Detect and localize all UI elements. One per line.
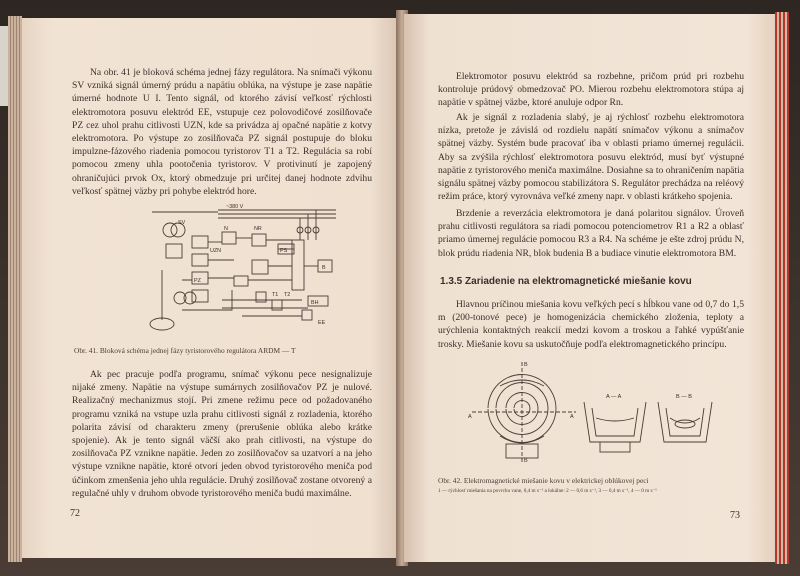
label-n: N [224,226,228,232]
label-t1: T1 [272,292,279,298]
left-page-number: 72 [70,508,80,519]
label-pz: PZ [194,278,201,284]
label-uzn: UZN [210,248,222,254]
figure-42-caption: Obr. 42. Elektromagnetické miešanie kovu v elektrickej oblúkovej peci [438,476,649,485]
fig42-label-b-bottom: B [524,458,528,464]
label-t2: T2 [284,292,291,298]
right-page-number: 73 [730,510,740,521]
fig42-label-b-top: B [524,362,528,368]
right-page-edges [775,12,789,564]
label-sv: SV [178,220,186,226]
figure-41-schematic [122,200,344,340]
figure-42-legend: 1 — rýchlosť miešania na povrchu vane, 0,4 m s⁻¹ a lokálne: 2 — 0,6 m s⁻¹, 3 — 0,4 m s⁻¹, 4 — 0 m s⁻¹ [438,488,657,494]
label-nr: NR [254,226,262,232]
left-paragraph-2-text: Ak pec pracuje podľa programu, snímač výkonu pece nesignalizuje nijaké zmeny. Napätie na výstupe sumárnych zosilňovačov PZ je nulové. Realizačný mechanizmus stojí. Pri zmene režimu pece od požadovaného programu vzniká na vstupe uzla prahu citlivosti signál z rozladenia, ktorého polarita závisí od charakteru zmeny (prerušenie oblúka alebo krátke spojenie). Ak je tento signál väčší ako prah citlivosti, na výstupe do zosilňovača PZ vznikne napätie. Jeden zo zosilňovačov sa uzatvorí a na jeho výstupe vznikne napätie, ktoré otvorí jeden obvod tyristorového meniča pod účinkom zmenšenia jeho uhla regulácie. Druhý zosilňovač zostane otvorený a regulačné uhly v druhom obvode tyristorového meniča budú maximálne. [72,369,372,499]
left-page [22,18,400,558]
fig42-section-aa: A — A [606,394,622,400]
right-paragraph-4 [438,298,744,351]
figure-41-caption: Obr. 41. Bloková schéma jednej fázy tyristorového regulátora ARDM — T [74,346,296,355]
figure-42-drawing [466,358,716,466]
label-voltage: ~380 V [226,204,244,210]
left-paragraph-1 [72,66,372,198]
label-bh: BH [311,300,319,306]
right-paragraph-1 [438,70,744,110]
right-paragraph-3-text: Brzdenie a reverzácia elektromotora je daná polaritou signálov. Úroveň prahu citlivosti regulátora sa riadi pomocou potenciometrov R1 a R2 a oblasť priamo úmernej regulácie pomocou R3 a R4. Na schéme je ešte zdroj prúdu N, blok prúdu riadenia NR, blok budenia B a budiace vinutie elektromotora BM. [438,208,744,259]
right-paragraph-2-text: Ak je signál z rozladenia slabý, je aj rýchlosť rozbehu elektromotora nízka, pretože je závislá od rozdielu napätí snímačov výkonu a snímačov spätnej väzby. Systém bude pracovať iba v oblasti priamo úmernej regulácii. Aby sa zvýšila rýchlosť elektromotora posuvu elektród, musí byť výstupné napätie z tyristorového meniča maximálne. Dosiahne sa to ohraničením napätia signálu spätnej väzby pomocou stabilizátora S. Regulátor prechádza na reléový režim práce, ktorý vyrovnáva veľké zmeny napr. v oblasti krátkeho spojenia. [438,112,744,203]
label-ee: EE [318,320,326,326]
right-paragraph-1-text: Elektromotor posuvu elektród sa rozbehne, pričom prúd pri rozbehu kontroluje prúdový obmedzovač PO. Mierou rozbehu elektromotora stúpa aj napätie v spätnej väzbe, ktoré anuluje odpor Rn. [438,71,744,109]
fig42-label-a-left: A [468,414,472,420]
right-paragraph-4-text: Hlavnou príčinou miešania kovu veľkých pecí s hĺbkou vane od 0,7 do 1,5 m (200-tonové pece) je homogenizácia chemického zloženia, teploty a urýchlenia kontaktných reakcií medzi kovom a troskou a ľahké vypúšťanie trosky. Miešanie kovu sa uskutočňuje podľa elektromagnetického princípu. [438,299,744,350]
left-page-edges [8,16,22,562]
fig42-label-a-right: A [570,414,574,420]
right-page [404,14,776,562]
left-paragraph-1-text: Na obr. 41 je bloková schéma jednej fázy regulátora. Na snímači výkonu SV vzniká signál úmerný prúdu a napätiu oblúka, na výstupe je zase napätie úmerné hodnote U I. Tento signál, od ktorého závisí veľkosť rýchlosti elektromotora posuvu elektród EE, vstupuje cez polovodičové zosilňovače PZ cez uhol prahu citlivosti UZN, kde sa privádza aj opačné napätie z kotvy elektromotora. Po výstupe zo zosilňovača PZ signál postupuje do bloku impulzne-fázového riadenia pomocou tyristorov T1 a T2. Regulácia sa robí pomocou zmeny uhla pootočenia tyristorov. V protivinutí je zapojený ohraničujúci prvok Ox, ktorý obmedzuje pri určitej danej hodnote zdvihu veľkosť spätnej väzby pri pohybe elektród hore. [72,67,372,197]
fig42-section-bb: B — B [676,394,692,400]
left-paragraph-2 [72,368,372,500]
right-paragraph-2 [438,111,744,203]
right-paragraph-3 [438,207,744,260]
label-ps: PS [280,248,288,254]
label-b: B [322,265,326,271]
section-heading: 1.3.5 Zariadenie na elektromagnetické miešanie kovu [440,276,692,287]
